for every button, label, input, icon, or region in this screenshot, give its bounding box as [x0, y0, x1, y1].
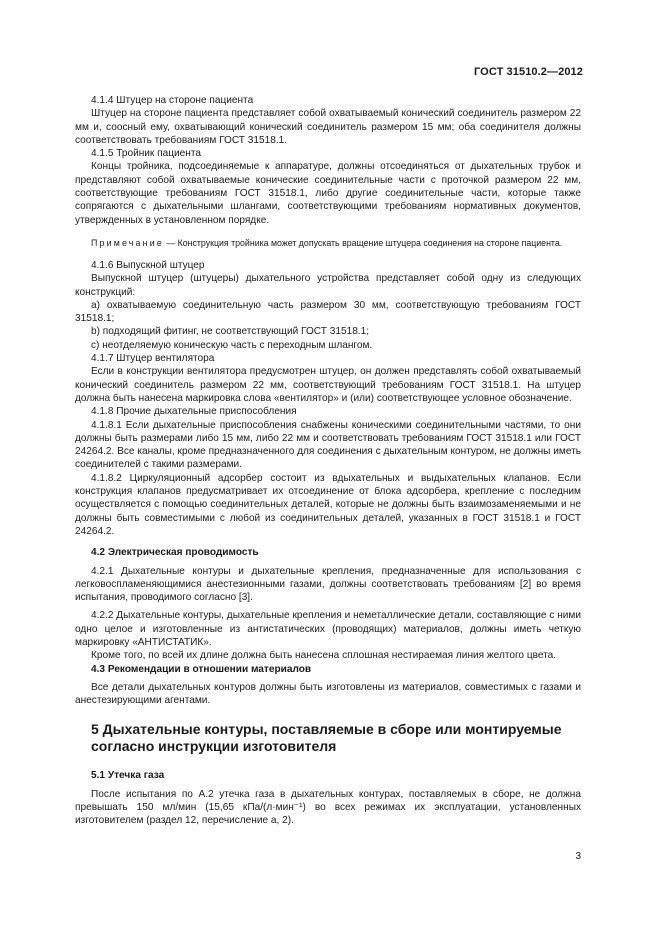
- note-text: — Конструкция тройника может допускать вращение штуцера соединения на стороне пациента.: [163, 237, 563, 248]
- paragraph-ventilator-port: Если в конструкции вентилятора предусмотрен штуцер, он должен представлять собой охватываемый конический соединитель размером 22 мм, соответствующий требованиям ГОСТ 31518.1. На штуцер должна быть нанесена маркировка слова «вентилятор» и (или) соответствующее условное обозначение.: [75, 366, 581, 404]
- list-item-b: b) подходящий фитинг, не соответствующий ГОСТ 31518.1;: [91, 326, 370, 338]
- list-item-a: a) охватываемую соединительную часть размером 30 мм, соответствующую требованиям ГОСТ 31518.1;: [75, 299, 581, 325]
- section-heading-4-1-6: 4.1.6 Выпускной штуцер: [91, 259, 205, 271]
- section-heading-5-1: 5.1 Утечка газа: [91, 770, 165, 782]
- note-label: Примечание: [91, 237, 164, 248]
- paragraph-4-1-8-2: 4.1.8.2 Циркуляционный адсорбер состоит из вдыхательных и выдыхательных клапанов. Если конструкция клапанов предусматривает их отсоединение от блока адсорбера, крепление с последним осуществляется с помощью соединительных деталей, которые не должны быть взаимозаменяемыми и не должны быть совместимыми с любой из соединительных деталей, указанных в ГОСТ 31518.1 и ГОСТ 24264.2.: [75, 472, 581, 537]
- section-heading-4-2: 4.2 Электрическая проводимость: [91, 547, 259, 559]
- paragraph-exhaust-port: Выпускной штуцер (штуцеры) дыхательного устройства представляет собой одну из следующих конструкций:: [75, 273, 581, 298]
- section-heading-4-1-4: 4.1.4 Штуцер на стороне пациента: [91, 95, 254, 106]
- list-item-c: c) неотделяемую коническую часть с переходным шлангом.: [91, 339, 373, 351]
- section-heading-4-3: 4.3 Рекомендации в отношении материалов: [91, 663, 312, 675]
- standard-header: ГОСТ 31510.2—2012: [473, 66, 583, 78]
- note-paragraph: [75, 237, 581, 249]
- section-heading-4-1-8: 4.1.8 Прочие дыхательные приспособления: [91, 406, 297, 418]
- paragraph-patient-tee: Концы тройника, подсоединяемые к аппаратуре, должны отсоединяться от дыхательных трубок и представляют собой охватываемые конические соединительные части с проточкой размером 22 мм, соответствующие требованиям ГОСТ 31518.1, либо другие соединительные части, которые также сопрягаются с дыхательными шлангами, соответствующими требованиям нормативных документов, утвержденных в установленном порядке.: [75, 161, 581, 226]
- paragraph-yellow-line: Кроме того, по всей их длине должна быть нанесена сплошная нестираемая линия желтого цвета.: [91, 650, 557, 662]
- section-heading-4-1-5: 4.1.5 Тройник пациента: [91, 148, 201, 160]
- chapter-heading-5: 5 Дыхательные контуры, поставляемые в сборе или монтируемые согласно инструкции изготовителя: [91, 721, 562, 755]
- paragraph-gas-leak: После испытания по А.2 утечка газа в дыхательных контурах, поставляемых в сборе, не должна превышать 150 мл/мин (15,65 кПа/(л·мин⁻¹) во всех режимах их эксплуатации, установленных изготовителем (раздел 12, перечисление a, 2).: [75, 788, 581, 827]
- paragraph-4-1-8-1: 4.1.8.1 Если дыхательные приспособления снабжены коническими соединительными частями, то они должны быть размерами либо 15 мм, либо 22 мм и соответствовать требованиям ГОСТ 31518.1 или ГОСТ 24264.2. Все каналы, кроме предназначенного для соединения с дыхательным контуром, не должны иметь соединителей с такими размерами.: [75, 419, 581, 471]
- paragraph-4-2-2: 4.2.2 Дыхательные контуры, дыхательные крепления и неметаллические детали, составляющие с ними одно целое и изготовленные из антистатических (проводящих) материалов, должны иметь четкую маркировку «АНТИСТАТИК».: [75, 610, 581, 648]
- paragraph-patient-connector: Штуцер на стороне пациента представляет собой охватываемый конический соединитель размером 22 мм и, соосный ему, охватывающий конический соединитель размером 15 мм; оба соединителя должны соответствовать требованиям ГОСТ 31518.1.: [75, 108, 581, 146]
- paragraph-4-2-1: 4.2.1 Дыхательные контуры и дыхательные крепления, предназначенные для использования с легковоспламеняющимися анестезионными газами, должны соответствовать требованиям [2] во время испытания, проводимого согласно [3].: [75, 565, 581, 604]
- document-body: [75, 94, 581, 828]
- page-number: 3: [575, 851, 581, 862]
- section-heading-4-1-7: 4.1.7 Штуцер вентилятора: [91, 353, 215, 365]
- paragraph-materials: Все детали дыхательных контуров должны быть изготовлены из материалов, совместимых с газами и анестезирующими агентами.: [75, 681, 581, 707]
